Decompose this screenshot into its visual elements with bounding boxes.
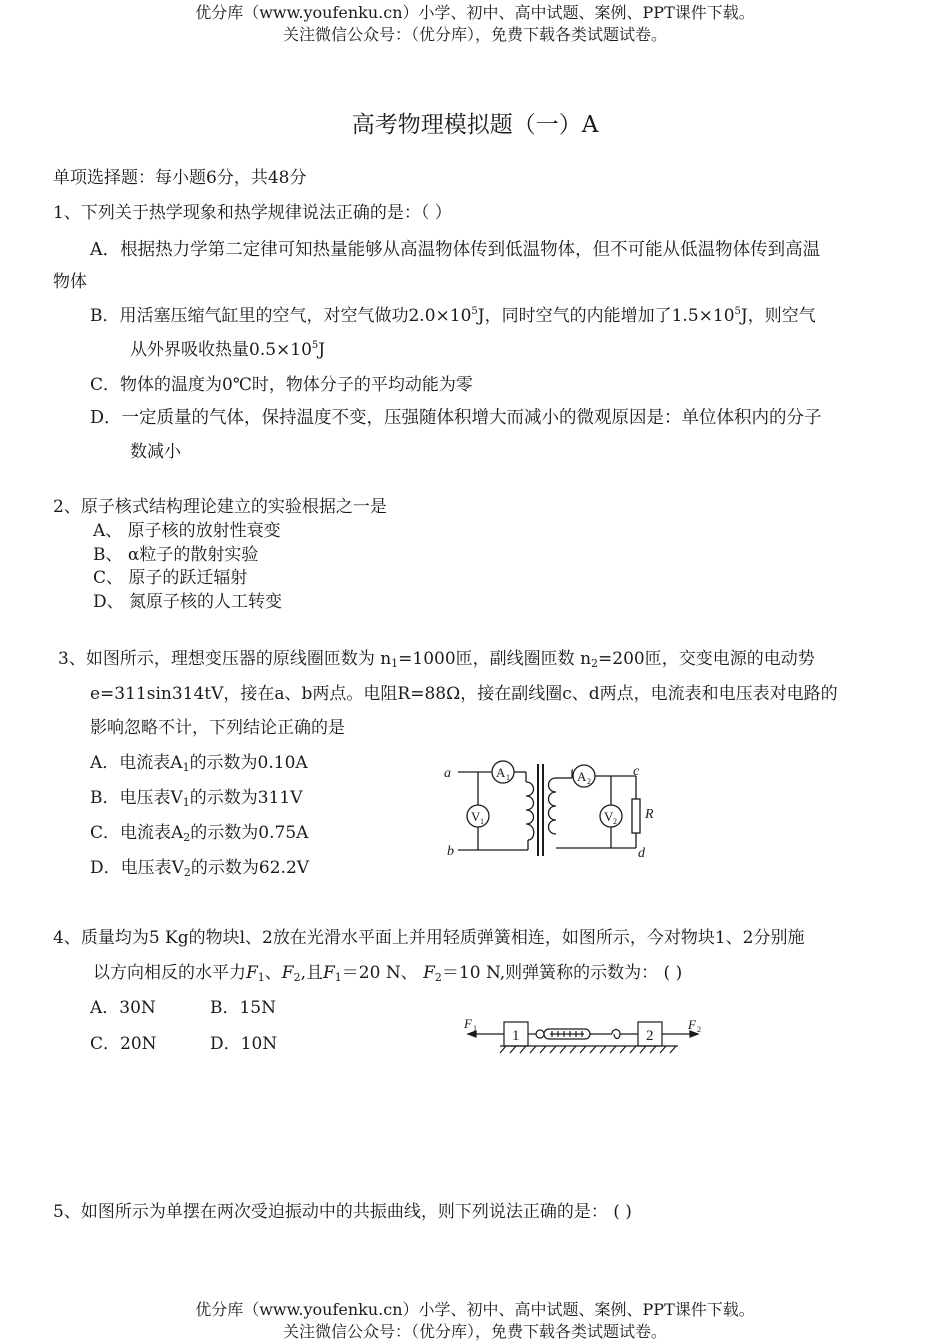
- q3-stem-line-1: [58, 648, 815, 670]
- q2-option-d: D、 氮原子核的人工转变: [93, 592, 283, 612]
- q3-stem-part: =1000匝，副线圈匝数 n: [398, 649, 592, 669]
- secondary-coil: [549, 778, 557, 834]
- q3-stem-sub: 1: [391, 657, 399, 670]
- q1-option-b: [90, 305, 816, 327]
- force-f1-label: F: [464, 1016, 472, 1031]
- voltmeter-v2-label: V: [604, 809, 614, 824]
- resistor-r-label: R: [645, 807, 654, 822]
- q3-option-a: [90, 752, 308, 774]
- terminal-b-label: b: [447, 844, 454, 859]
- voltmeter-v2-sub: 2: [613, 817, 617, 826]
- q4-stem-part: ＝10 N,则弹簧称的示数为： ( ): [441, 963, 683, 983]
- q3-stem-line-2: e=311sin314tV，接在a、b两点。电阻R=88Ω，接在副线圈c、d两点，电流表和电压表对电路的: [90, 684, 838, 704]
- q3-option-b: [90, 787, 303, 809]
- q1-option-d-cont: 数减小: [130, 442, 181, 462]
- q3-d-part: D．电压表V: [90, 858, 184, 878]
- voltmeter-v1-label: V: [471, 809, 481, 824]
- q3-d-part: 的示数为62.2V: [190, 858, 310, 878]
- q1-b-exp: 5: [734, 306, 741, 317]
- q1-option-c: C．物体的温度为0℃时，物体分子的平均动能为零: [90, 375, 473, 395]
- block-1-label: 1: [512, 1028, 520, 1044]
- q4-stem-part: 以方向相反的水平力: [93, 963, 246, 983]
- q2-option-a: A、 原子核的放射性衰变: [93, 521, 281, 541]
- terminal-d-label: d: [638, 846, 645, 861]
- q3-b-sub: 1: [182, 796, 190, 809]
- q3-a-part: A．电流表A: [90, 753, 183, 773]
- q1-b-exp: 5: [471, 306, 478, 317]
- page-title: 高考物理模拟题（一）A: [351, 112, 599, 138]
- q3-stem-line-3: 影响忽略不计，下列结论正确的是: [90, 718, 345, 738]
- q3-stem-part: 3、如图所示，理想变压器的原线圈匝数为 n: [58, 649, 392, 669]
- transformer-circuit-diagram: [438, 756, 668, 866]
- ground-hatching: [500, 1046, 676, 1053]
- resistor-r: [632, 799, 640, 833]
- q4-stem-line-1: 4、质量均为5 Kg的物块l、2放在光滑水平面上并用轻质弹簧相连，如图所示，今对物块1、2分别施: [53, 928, 805, 948]
- q4-force-sub: 1: [257, 971, 265, 984]
- footer-line-1: 优分库（www.youfenku.cn）小学、初中、高中试题、案例、PPT课件下载。: [195, 1300, 755, 1319]
- q1-option-d: D．一定质量的气体，保持温度不变，压强随体积增大而减小的微观原因是：单位体积内的分子: [90, 408, 822, 428]
- terminal-c-label: c: [633, 764, 640, 779]
- q1-b-part: B．用活塞压缩气缸里的空气，对空气做功2.0×10: [90, 306, 472, 326]
- q1-b2-part: J: [318, 340, 326, 360]
- ammeter-a2-label: A: [577, 769, 587, 784]
- q3-d-sub: 2: [183, 866, 191, 879]
- q3-stem-sub: 2: [591, 657, 599, 670]
- q3-stem-part: =200匝，交变电源的电动势: [598, 649, 815, 669]
- q4-option-a: A．30N: [90, 998, 156, 1018]
- q4-force-symbol: F: [281, 963, 294, 983]
- ammeter-a1-label: A: [496, 765, 506, 780]
- q4-force-symbol: F: [323, 963, 335, 983]
- force-f2-label: F: [688, 1017, 696, 1032]
- q4-force-sub: 2: [293, 971, 301, 984]
- spring-hook: [612, 1030, 620, 1039]
- q4-force-symbol: F: [423, 963, 435, 983]
- ammeter-a1-sub: 1: [506, 773, 510, 782]
- footer-line-2: 关注微信公众号：（优分库），免费下载各类试题试卷。: [282, 1322, 667, 1341]
- q5-stem: 5、如图所示为单摆在两次受迫振动中的共振曲线，则下列说法正确的是： ( ): [53, 1202, 632, 1222]
- force-f2-sub: 2: [697, 1025, 701, 1034]
- q1-b2-exp: 5: [311, 340, 319, 351]
- spring-ring: [536, 1030, 544, 1038]
- q4-option-b: B．15N: [210, 998, 276, 1018]
- spring-blocks-diagram: [460, 1012, 710, 1060]
- q3-a-part: 的示数为0.10A: [189, 753, 308, 773]
- q3-c-sub: 2: [183, 831, 191, 844]
- q4-stem-part: 、: [264, 963, 282, 983]
- q1-b-part: J，同时空气的内能增加了1.5×10: [477, 306, 735, 326]
- q2-option-c: C、 原子的跃迁辐射: [93, 568, 248, 588]
- block-2-label: 2: [646, 1028, 654, 1044]
- q4-stem-line-2: [93, 962, 682, 984]
- q3-b-part: 的示数为311V: [189, 788, 303, 808]
- spring-scale-ticks: [550, 1031, 584, 1037]
- q2-stem: 2、原子核式结构理论建立的实验根据之一是: [53, 497, 387, 517]
- q1-b-part: J，则空气: [740, 306, 816, 326]
- q3-a-sub: 1: [182, 761, 190, 774]
- q1-option-b-cont: [130, 339, 325, 361]
- q1-option-a-cont: 物体: [53, 272, 87, 292]
- force-f1-sub: 1: [473, 1024, 477, 1033]
- q3-option-d: [90, 857, 309, 879]
- q3-b-part: B．电压表V: [90, 788, 183, 808]
- section-heading: 单项选择题：每小题6分，共48分: [53, 168, 307, 188]
- header-line-2: 关注微信公众号：（优分库），免费下载各类试题试卷。: [282, 25, 667, 44]
- q4-force-symbol: F: [246, 963, 258, 983]
- terminal-a-label: a: [444, 766, 451, 781]
- q1-b2-part: 从外界吸收热量0.5×10: [130, 340, 312, 360]
- q4-stem-part: ＝20 N、: [341, 963, 424, 983]
- q3-c-part: 的示数为0.75A: [190, 823, 309, 843]
- q1-option-a: A．根据热力学第二定律可知热量能够从高温物体传到低温物体，但不可能从低温物体传到高温: [90, 240, 821, 260]
- q1-stem: 1、下列关于热学现象和热学规律说法正确的是：（ ）: [53, 203, 452, 223]
- primary-coil: [526, 782, 534, 840]
- ammeter-a2-sub: 2: [587, 777, 591, 786]
- header-line-1: 优分库（www.youfenku.cn）小学、初中、高中试题、案例、PPT课件下载。: [195, 3, 755, 22]
- q3-option-c: [90, 822, 308, 844]
- q2-option-b: B、 α粒子的散射实验: [93, 545, 259, 565]
- q3-c-part: C．电流表A: [90, 823, 184, 843]
- q4-option-c: C．20N: [90, 1034, 157, 1054]
- q4-force-sub: 2: [434, 971, 442, 984]
- q4-stem-part: ,且: [300, 963, 323, 983]
- q4-force-sub: 1: [334, 971, 342, 984]
- q4-option-d: D．10N: [210, 1034, 278, 1054]
- voltmeter-v1-sub: 1: [480, 817, 484, 826]
